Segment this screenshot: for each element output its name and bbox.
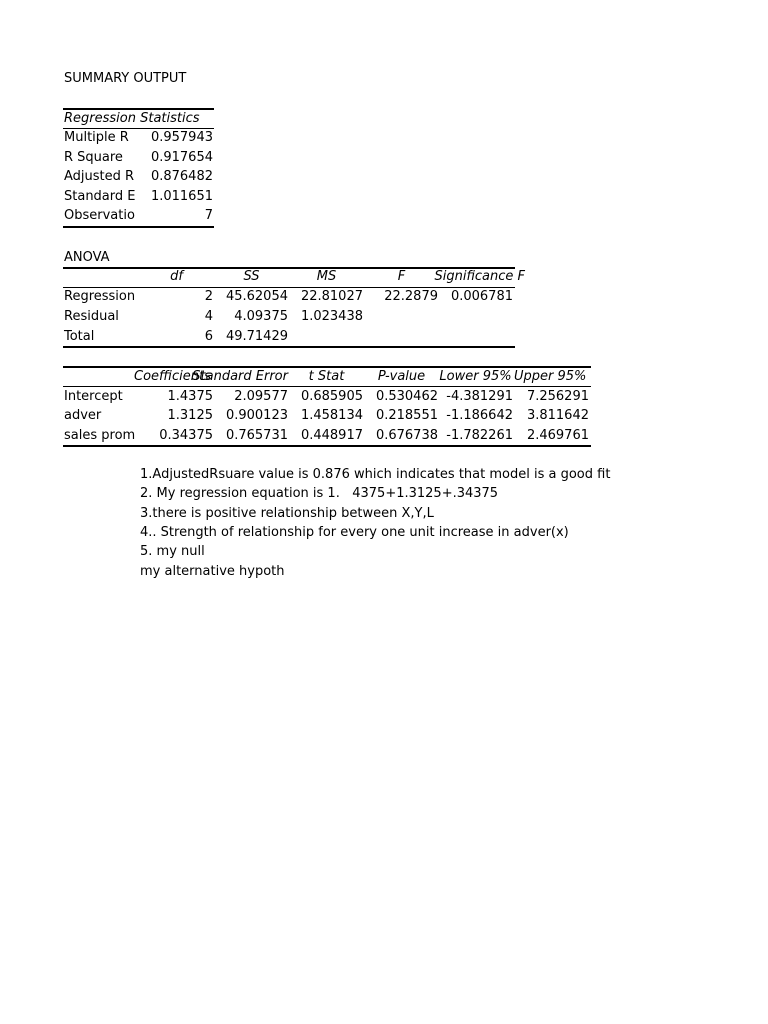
cell-ms: 22.81027	[300, 289, 363, 304]
cell-f: 22.2879	[384, 289, 438, 304]
note-line: 1.AdjustedRsuare value is 0.876 which indicates that model is a good fit	[140, 467, 611, 482]
cell-ss: 45.62054	[225, 289, 288, 304]
cell-ss: 4.09375	[234, 309, 288, 324]
cell-df: 2	[204, 289, 213, 304]
stat-label: Adjusted R	[64, 169, 135, 184]
cell-upper-95: 3.811642	[526, 408, 589, 423]
cell-df: 4	[204, 309, 213, 324]
cell-lower-95: -1.782261	[446, 428, 513, 443]
column-header: Upper 95%	[514, 369, 587, 384]
stat-value: 7	[204, 208, 213, 223]
cell-ms: 1.023438	[300, 309, 363, 324]
cell-standard-error: 0.900123	[225, 408, 288, 423]
column-header: Coefficients	[134, 369, 211, 384]
note-line: 2. My regression equation is 1. 4375+1.3125+.34375	[140, 486, 499, 501]
table-bottom-rule	[63, 445, 591, 447]
row-label: adver	[64, 408, 102, 423]
column-header: SS	[243, 269, 260, 284]
cell-standard-error: 0.765731	[225, 428, 288, 443]
column-header: Lower 95%	[439, 369, 512, 384]
stat-value: 0.917654	[150, 150, 213, 165]
cell-coefficient: 0.34375	[159, 428, 213, 443]
stat-value: 1.011651	[150, 189, 213, 204]
row-label: Residual	[64, 309, 119, 324]
stat-value: 0.876482	[150, 169, 213, 184]
cell-lower-95: -1.186642	[446, 408, 513, 423]
row-label: Total	[64, 329, 95, 344]
row-label: Intercept	[64, 389, 123, 404]
table-bottom-rule	[63, 346, 515, 348]
column-header: F	[397, 269, 406, 284]
column-header: df	[170, 269, 183, 284]
stat-value: 0.957943	[150, 130, 213, 145]
cell-standard-error: 2.09577	[234, 389, 288, 404]
column-header: Significance F	[434, 269, 525, 284]
stat-label: Multiple R	[64, 130, 129, 145]
note-line: my alternative hypoth	[140, 564, 285, 579]
column-header: P-value	[377, 369, 426, 384]
cell-upper-95: 7.256291	[526, 389, 589, 404]
column-header: Standard Error	[192, 369, 288, 384]
stat-label: Standard E	[64, 189, 136, 204]
anova-title: ANOVA	[64, 250, 110, 265]
regression-statistics-header: Regression Statistics	[64, 111, 200, 126]
note-line: 4.. Strength of relationship for every one unit increase in adver(x)	[140, 525, 569, 540]
note-line: 5. my null	[140, 544, 205, 559]
cell-p-value: 0.676738	[375, 428, 438, 443]
cell-upper-95: 2.469761	[526, 428, 589, 443]
cell-p-value: 0.530462	[375, 389, 438, 404]
page-title: SUMMARY OUTPUT	[64, 71, 187, 86]
column-header: t Stat	[308, 369, 345, 384]
cell-coefficient: 1.4375	[167, 389, 213, 404]
cell-df: 6	[204, 329, 213, 344]
stat-label: Observatio	[64, 208, 135, 223]
cell-t-stat: 0.448917	[300, 428, 363, 443]
row-label: Regression	[64, 289, 136, 304]
row-label: sales prom	[64, 428, 136, 443]
cell-coefficient: 1.3125	[167, 408, 213, 423]
cell-lower-95: -4.381291	[446, 389, 513, 404]
table-bottom-rule	[63, 226, 214, 228]
column-header: MS	[316, 269, 337, 284]
cell-t-stat: 1.458134	[300, 408, 363, 423]
cell-significance: 0.006781	[450, 289, 513, 304]
stat-label: R Square	[64, 150, 123, 165]
note-line: 3.there is positive relationship between X,Y,L	[140, 506, 434, 521]
cell-p-value: 0.218551	[375, 408, 438, 423]
cell-ss: 49.71429	[225, 329, 288, 344]
cell-t-stat: 0.685905	[300, 389, 363, 404]
